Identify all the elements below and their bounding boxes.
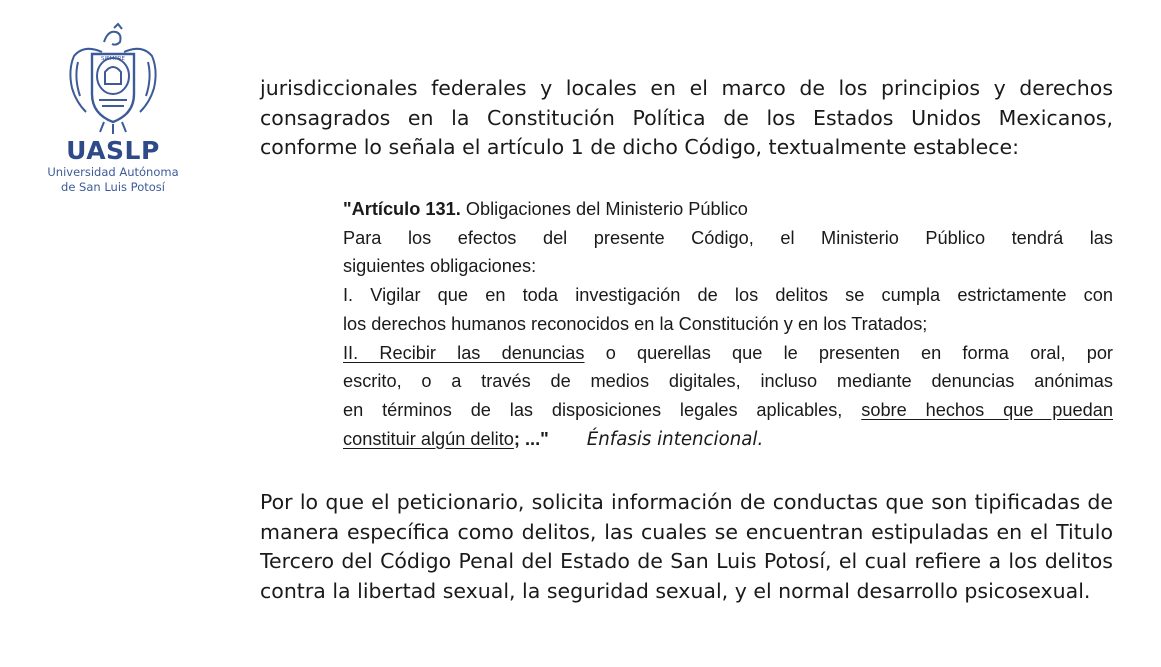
quote-line	[343, 425, 1113, 455]
university-logo	[22, 22, 204, 195]
logo-acronym: UASLP	[66, 136, 160, 165]
quote-line: I. Vigilar que en toda investigación de los delitos se cumpla estrictamente con	[343, 285, 1113, 306]
quote-close: ; ..."	[513, 428, 549, 449]
body-paragraph-2: Por lo que el peticionario, solicita información de conductas que son tipificadas de manera específica como delitos, las cuales se encuentran estipuladas en el Titulo Tercero del Código Penal del Estado de San Luis Potosí, el cual refiere a los delitos contra la libertad sexual, la seguridad sexual, y el normal desarrollo psicosexual.	[260, 490, 1113, 604]
logo-name-line-1: Universidad Autónoma	[47, 165, 179, 179]
quote-line: Para los efectos del presente Código, el Ministerio Público tendrá las	[343, 227, 1113, 248]
quote-line	[343, 396, 1113, 425]
underlined-text: II. Recibir las denuncias	[343, 342, 585, 363]
quote-line: escrito, o a través de medios digitales, incluso mediante denuncias anónimas	[343, 371, 1113, 392]
article-quote	[343, 195, 1113, 454]
seal-motto: SIEMPRE	[101, 56, 125, 62]
underlined-text: sobre hechos que puedan	[861, 399, 1113, 420]
body-paragraph-1: jurisdiccionales federales y locales en el marco de los principios y derechos consagrados en la Constitución Política de los Estados Unidos Mexicanos, conforme lo señala el artículo 1 de dicho Código, textualmente establece:	[260, 76, 1113, 160]
article-label: Artículo 131.	[351, 199, 461, 219]
quote-line: siguientes obligaciones:	[343, 256, 537, 277]
emphasis-note: Énfasis intencional.	[586, 428, 764, 450]
logo-name-line-2: de San Luis Potosí	[61, 180, 165, 194]
quote-open-mark: "	[343, 199, 352, 219]
eagle-seal-icon	[64, 22, 162, 136]
quote-heading	[343, 195, 1113, 224]
article-title: Obligaciones del Ministerio Público	[460, 199, 748, 219]
quote-text: en términos de las disposiciones legales aplicables,	[343, 399, 862, 420]
quote-text: o querellas que le presenten en forma oral, por	[584, 342, 1113, 363]
quote-line: los derechos humanos reconocidos en la Constitución y en los Tratados;	[343, 313, 928, 334]
underlined-text: constituir algún delito	[343, 428, 514, 449]
quote-line	[343, 339, 1113, 368]
